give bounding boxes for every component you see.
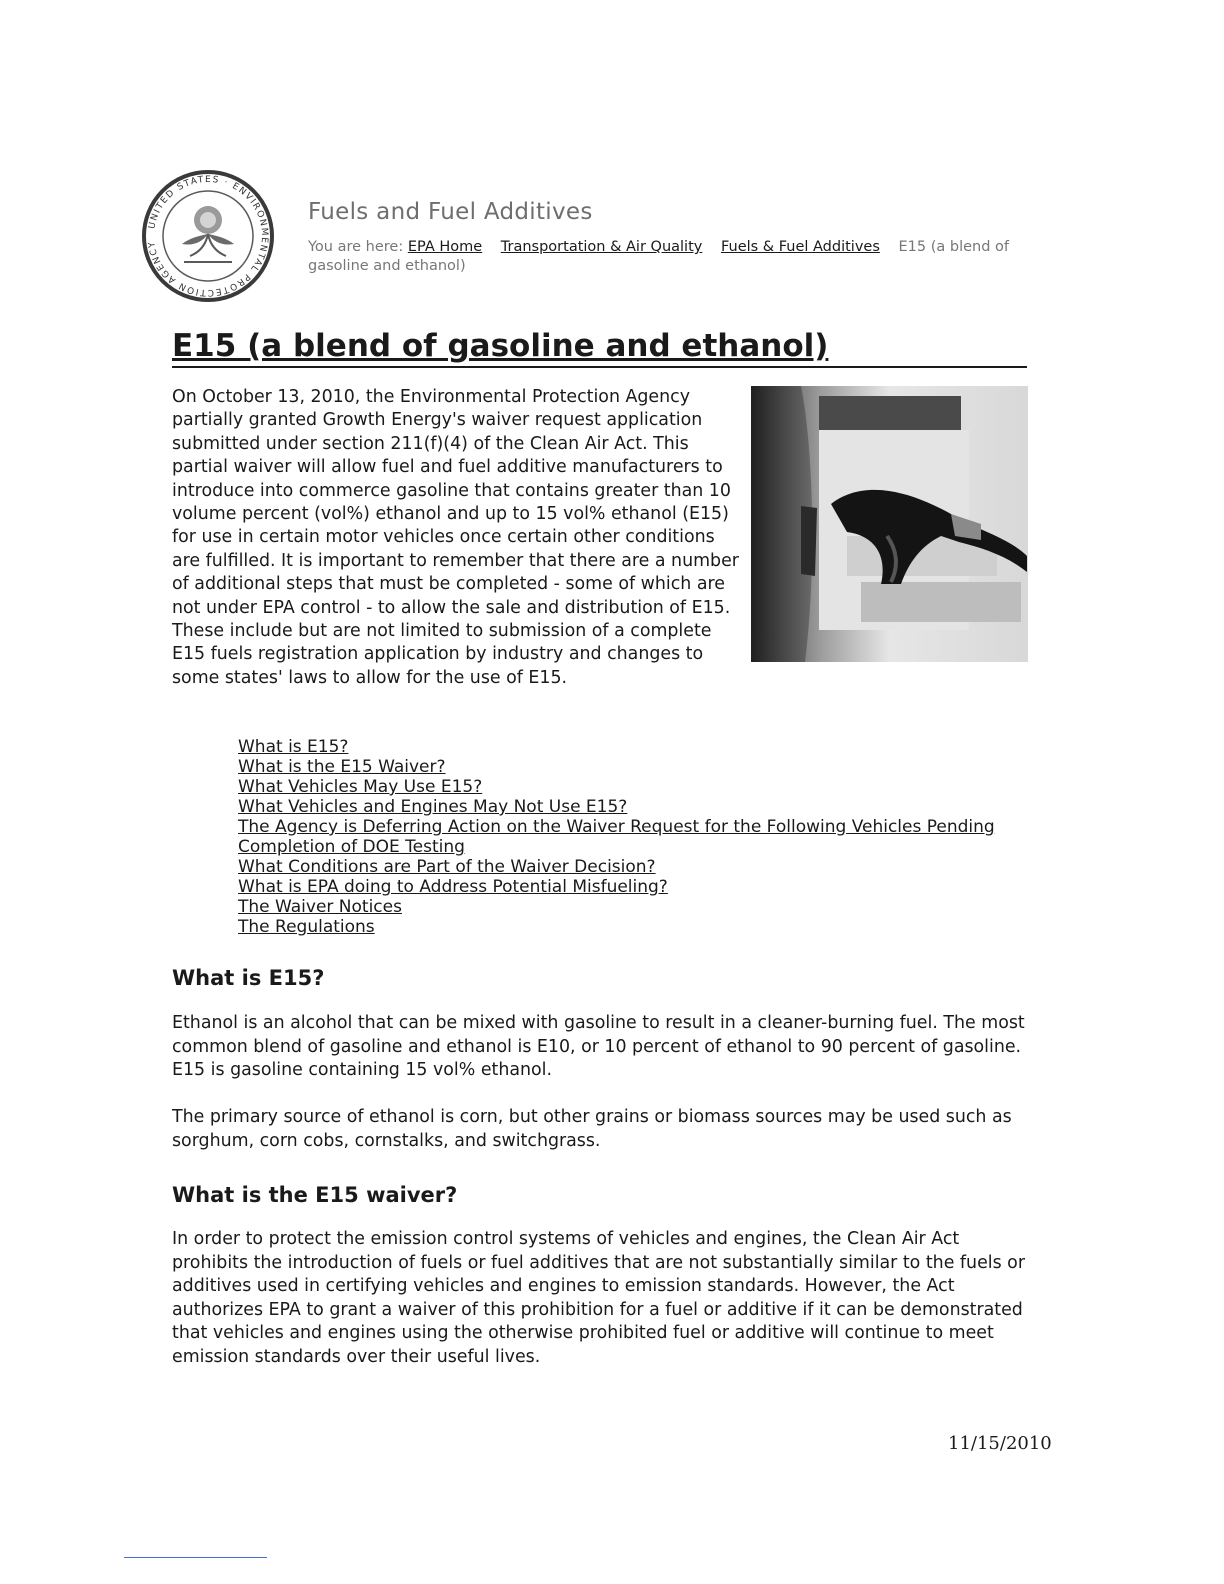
toc-item [238,857,998,877]
breadcrumb [308,238,1048,276]
section-title: Fuels and Fuel Additives [308,199,593,225]
toc-item [238,817,998,857]
table-of-contents [238,737,998,937]
toc-link-what-is-e15[interactable]: What is E15? [238,737,349,757]
intro-paragraph: On October 13, 2010, the Environmental Protection Agency partially granted Growth Energy's waiver request application submitted under section 211(f)(4) of the Clean Air Act. This partial waiver will allow fuel and fuel additive manufacturers to introduce into commerce gasoline that contains greater than 10 volume percent (vol%) ethanol and up to 15 vol% ethanol (E15) for use in certain motor vehicles once certain other conditions are fulfilled. It is important to remember that there are a number of additional steps that must be completed - some of which are not under EPA control - to allow the sale and distribution of E15. These include but are not limited to submission of a complete E15 fuels registration application by industry and changes to some states' laws to allow for the use of E15. [172,387,739,688]
paragraph-ethanol-source: The primary source of ethanol is corn, but other grains or biomass sources may be used such as sorghum, corn cobs, cornstalks, and switchgrass. [172,1107,1012,1151]
toc-link-misfueling[interactable]: What is EPA doing to Address Potential Misfueling? [238,877,668,897]
heading-what-is-e15: What is E15? [172,966,325,990]
paragraph-e15-definition: Ethanol is an alcohol that can be mixed with gasoline to result in a cleaner-burning fuel. The most common blend of gasoline and ethanol is E10, or 10 percent of ethanol to 90 percent of gasoline. E15 is gasoline containing 15 vol% ethanol. [172,1013,1025,1081]
toc-link-regulations[interactable]: The Regulations [238,917,375,937]
footer-divider [124,1557,267,1558]
fuel-nozzle-photo [751,386,1028,662]
toc-link-e15-waiver[interactable]: What is the E15 Waiver? [238,757,446,777]
breadcrumb-link-transportation[interactable]: Transportation & Air Quality [500,239,703,255]
toc-link-vehicles-may-use[interactable]: What Vehicles May Use E15? [238,777,483,797]
toc-link-waiver-notices[interactable]: The Waiver Notices [238,897,402,917]
toc-item [238,737,998,757]
toc-link-deferring-action[interactable]: The Agency is Deferring Action on the Waiver Request for the Following Vehicles Pending Completion of DOE Testing [238,817,995,857]
toc-item [238,917,998,937]
heading-e15-waiver: What is the E15 waiver? [172,1183,458,1207]
toc-item [238,777,998,797]
page-title: E15 (a blend of gasoline and ethanol) [172,326,1027,368]
print-date: 11/15/2010 [948,1433,1052,1454]
toc-item [238,897,998,917]
breadcrumb-prefix: You are here: [308,239,404,255]
toc-item [238,877,998,897]
breadcrumb-current: E15 (a blend of gasoline and ethanol) [308,239,1010,274]
toc-item [238,797,998,817]
toc-link-vehicles-may-not-use[interactable]: What Vehicles and Engines May Not Use E15? [238,797,628,817]
epa-seal-logo [138,168,278,304]
paragraph-waiver-explanation: In order to protect the emission control systems of vehicles and engines, the Clean Air Act prohibits the introduction of fuels or fuel additives that are not substantially similar to the fuels or additives used in certifying vehicles and engines to emission standards. However, the Act authorizes EPA to grant a waiver of this prohibition for a fuel or additive if it can be demonstrated that vehicles and engines using the otherwise prohibited fuel or additive will continue to meet emission standards over their useful lives. [172,1229,1025,1367]
toc-item [238,757,998,777]
breadcrumb-link-epa-home[interactable]: EPA Home [407,239,483,255]
toc-link-waiver-conditions[interactable]: What Conditions are Part of the Waiver Decision? [238,857,656,877]
breadcrumb-link-fuels[interactable]: Fuels & Fuel Additives [720,239,880,255]
svg-text:UNITED STATES · ENVIRONMENTAL: UNITED STATES · ENVIRONMENTAL PROTECTION AGENCY [147,174,270,298]
